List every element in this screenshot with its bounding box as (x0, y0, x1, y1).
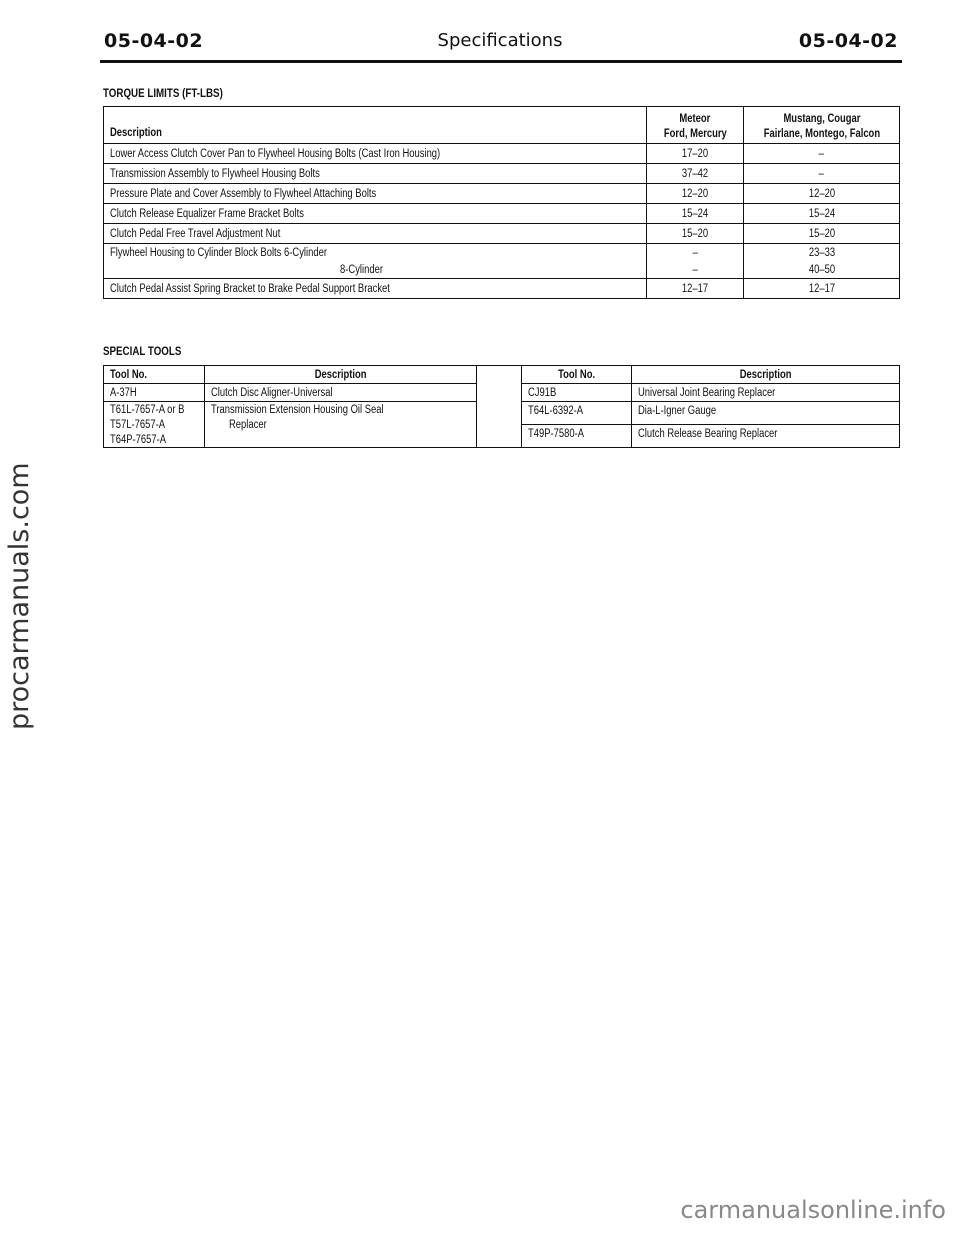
table-header-row (104, 366, 900, 384)
table-row (104, 184, 900, 204)
row-value-meteor: 15–20 (647, 224, 744, 244)
section-number-right: 05-04-02 (798, 30, 898, 52)
column-header-tool-no: Tool No. (104, 366, 205, 384)
table-header-row (104, 107, 900, 144)
header-rule (100, 60, 902, 63)
row-value-mustang: – (744, 144, 900, 164)
row-value-mustang: 15–24 (744, 204, 900, 224)
tool-number: T49P-7580-A (522, 425, 632, 448)
row-value-meteor: 12–17 (647, 279, 744, 299)
row-description: Clutch Pedal Free Travel Adjustment Nut (104, 224, 647, 244)
column-header-description: Description (104, 107, 647, 144)
tool-description: Dia-L-Igner Gauge (632, 402, 900, 425)
column-header-meteor: Meteor Ford, Mercury (647, 107, 744, 144)
tool-number: A-37H (104, 384, 205, 402)
column-header-description: Description (205, 366, 477, 384)
row-description: Lower Access Clutch Cover Pan to Flywheel Housing Bolts (Cast Iron Housing) (104, 144, 647, 164)
tool-number: T64L-6392-A (522, 402, 632, 425)
row-description: Clutch Pedal Assist Spring Bracket to Brake Pedal Support Bracket (104, 279, 647, 299)
row-value-mustang: 12–20 (744, 184, 900, 204)
table-row (104, 204, 900, 224)
tool-number: CJ91B (522, 384, 632, 402)
page-title: Specifications (437, 30, 563, 51)
row-description: Transmission Assembly to Flywheel Housing Bolts (104, 164, 647, 184)
table-row (104, 164, 900, 184)
row-value-meteor: 15–24 (647, 204, 744, 224)
column-header-tool-no: Tool No. (522, 366, 632, 384)
table-row (104, 144, 900, 164)
tool-description: Clutch Disc Aligner-Universal (205, 384, 477, 402)
section-number-left: 05-04-02 (104, 30, 204, 52)
page-header (100, 28, 900, 60)
row-description: Pressure Plate and Cover Assembly to Flywheel Attaching Bolts (104, 184, 647, 204)
row-value-meteor: 37–42 (647, 164, 744, 184)
column-header-mustang: Mustang, Cougar Fairlane, Montego, Falcon (744, 107, 900, 144)
row-value-meteor: 12–20 (647, 184, 744, 204)
tool-number: T61L-7657-A or B T57L-7657-A T64P-7657-A (104, 402, 205, 448)
tool-description: Universal Joint Bearing Replacer (632, 384, 900, 402)
special-tools-title: SPECIAL TOOLS (103, 346, 182, 358)
row-value-mustang: – (744, 164, 900, 184)
table-row (104, 279, 900, 299)
row-value-meteor: – – (647, 244, 744, 279)
column-header-description: Description (632, 366, 900, 384)
torque-limits-table (103, 106, 900, 299)
row-value-mustang: 23–33 40–50 (744, 244, 900, 279)
side-watermark: procarmanuals.com (4, 462, 35, 730)
table-gap (477, 366, 522, 448)
row-description: Clutch Release Equalizer Frame Bracket Bolts (104, 204, 647, 224)
row-value-meteor: 17–20 (647, 144, 744, 164)
table-row (104, 224, 900, 244)
torque-limits-title: TORQUE LIMITS (FT-LBS) (103, 88, 223, 100)
row-value-mustang: 15–20 (744, 224, 900, 244)
row-description: Flywheel Housing to Cylinder Block Bolts 6-Cylinder 8-Cylinder (104, 244, 647, 279)
table-row (104, 244, 900, 279)
tool-description: Transmission Extension Housing Oil Seal Replacer (205, 402, 477, 448)
footer-watermark: carmanualsonline.info (680, 1196, 946, 1224)
tool-description: Clutch Release Bearing Replacer (632, 425, 900, 448)
special-tools-table (103, 365, 900, 448)
row-value-mustang: 12–17 (744, 279, 900, 299)
